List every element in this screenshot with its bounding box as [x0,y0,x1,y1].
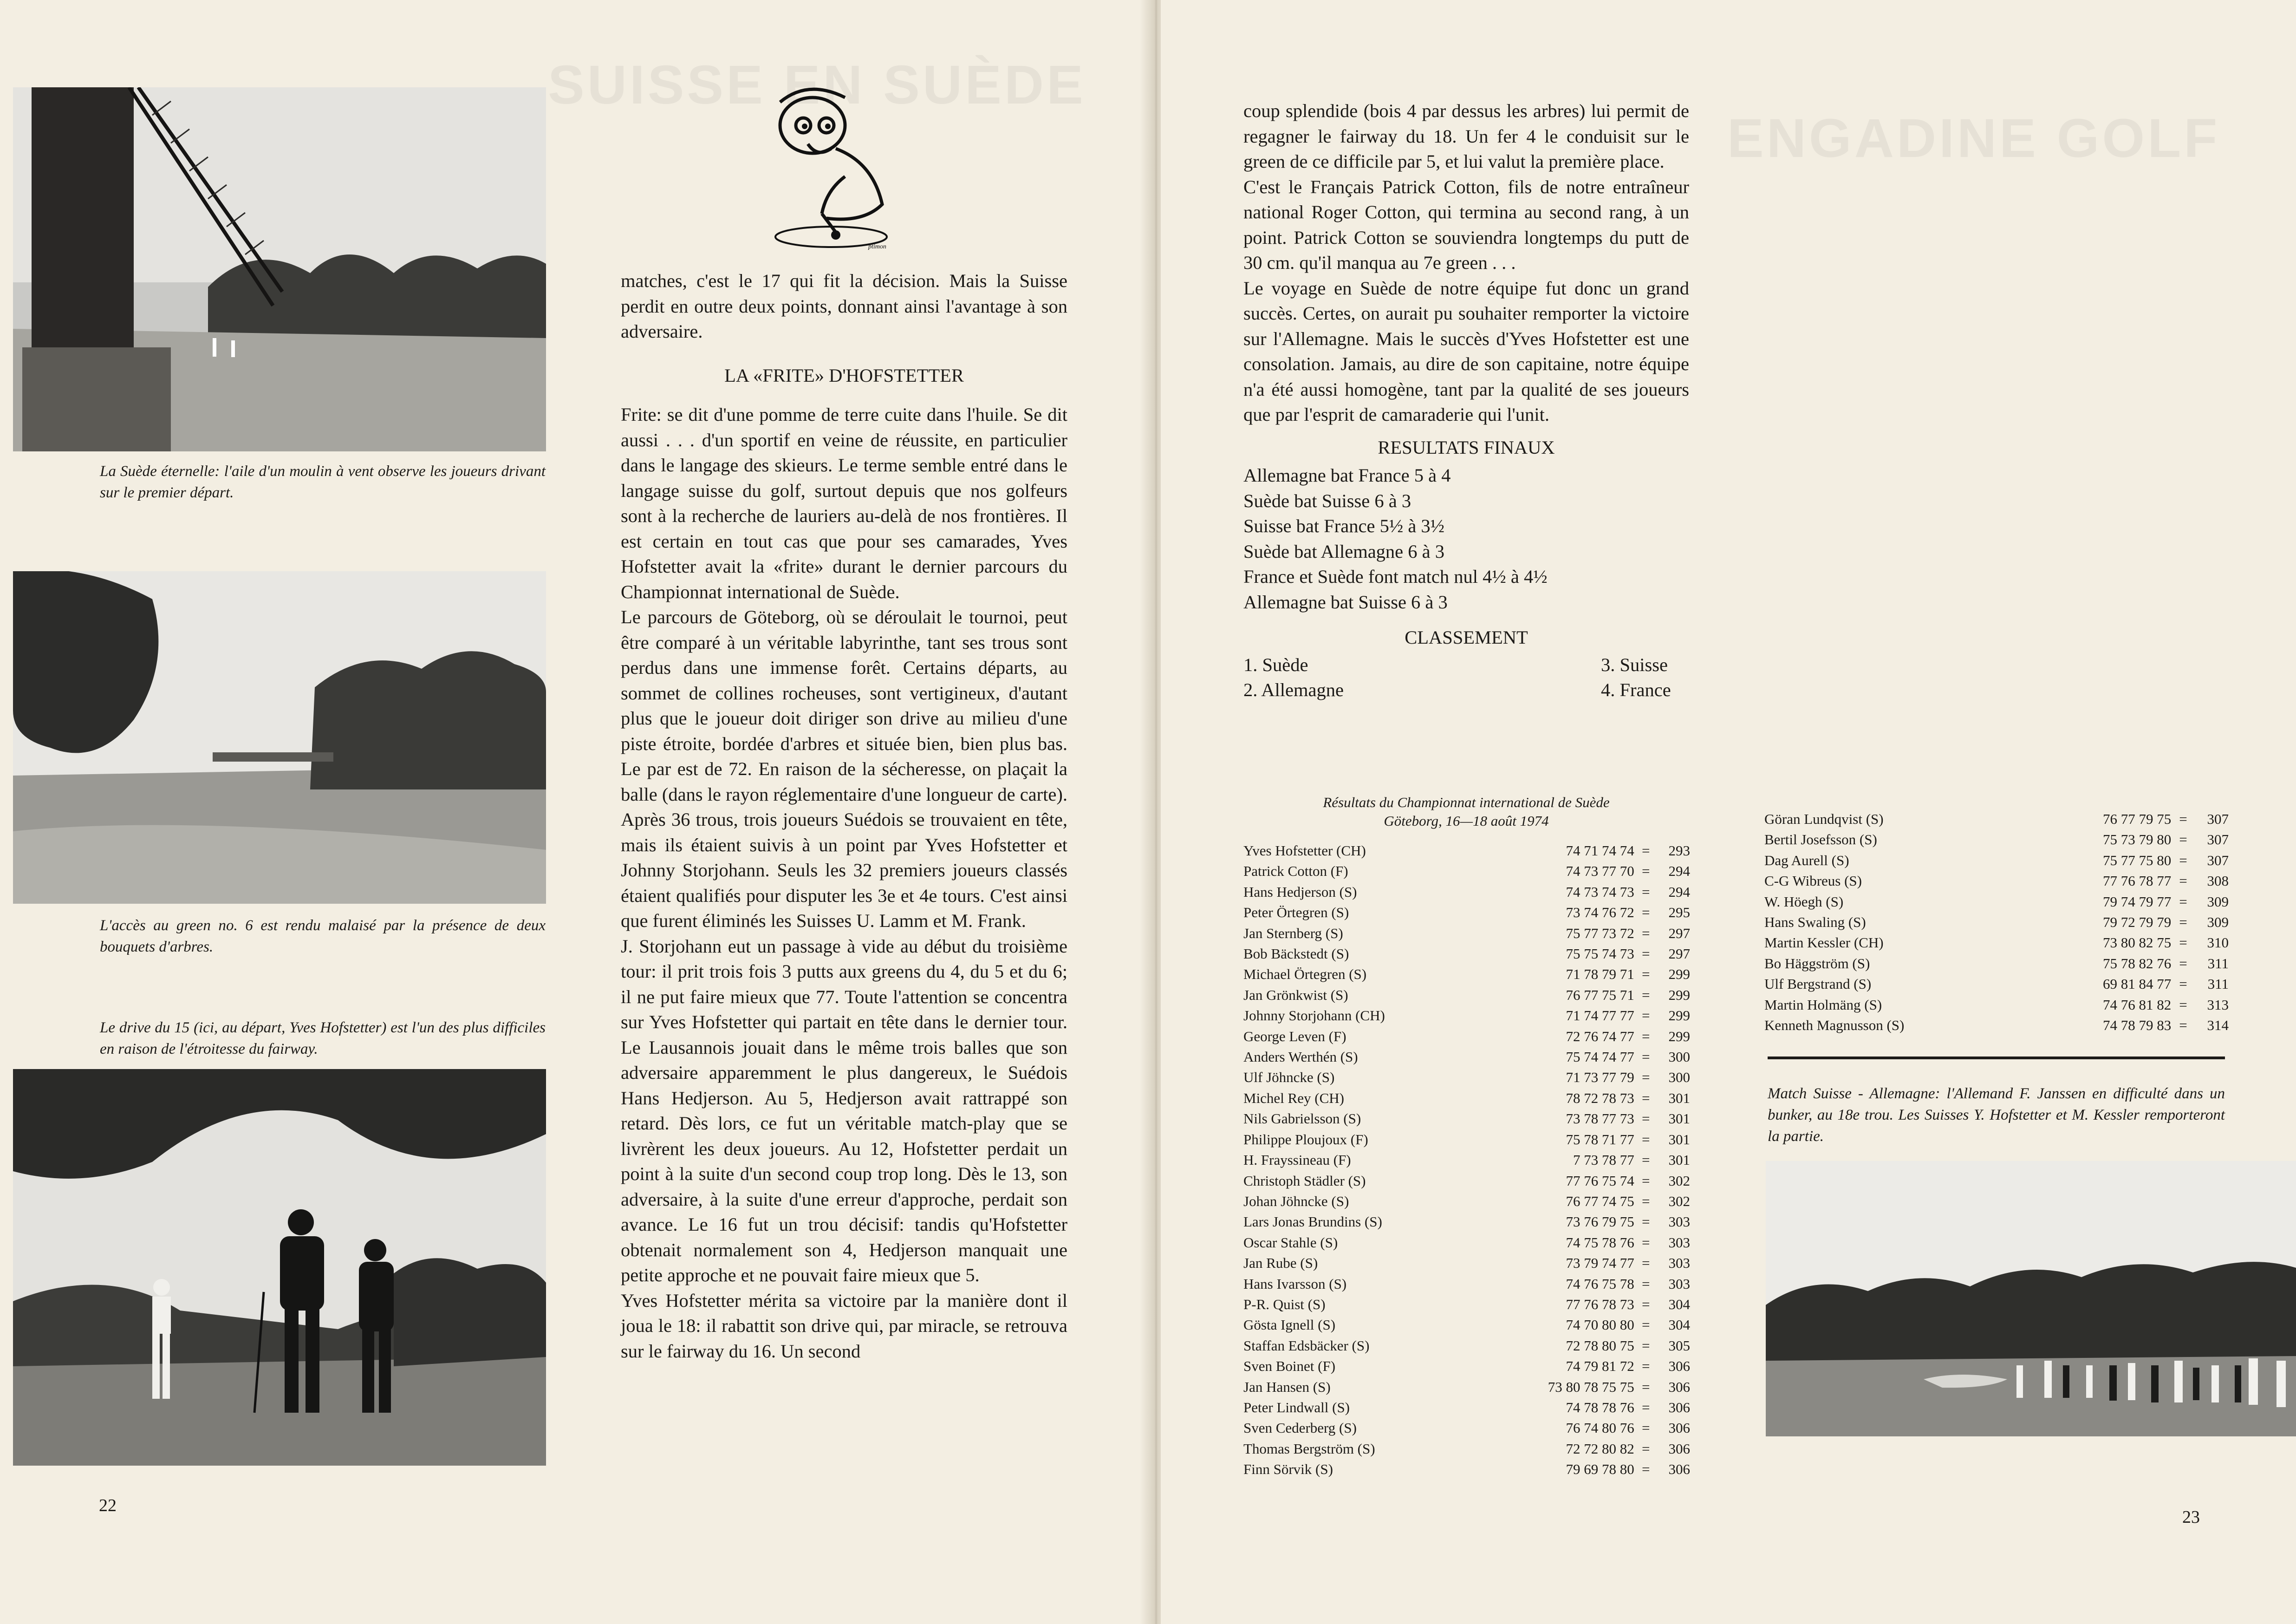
results-heading: RESULTATS FINAUX [1378,437,1555,458]
equals-sign: = [1642,1440,1650,1457]
equals-sign: = [1642,1089,1650,1106]
player-rounds: 74 75 78 76 [1566,1234,1634,1251]
section-heading-frite: LA «FRITE» D'HOFSTETTER [724,365,964,386]
player-rounds: 73 78 77 73 [1566,1110,1634,1127]
windmill-caption: La Suède éternelle: l'aile d'un moulin à vent observe les joueurs drivant sur le premier départ. [100,463,546,501]
score-row [1243,964,1690,985]
score-row [1243,882,1690,902]
page-number-right: 23 [2182,1507,2200,1527]
equals-sign: = [2179,831,2187,848]
player-rounds: 74 79 81 72 [1566,1358,1634,1375]
player-rounds: 74 78 79 83 [2103,1017,2172,1034]
para-matches: matches, c'est le 17 qui fit la décision. Mais la Suisse perdit en outre deux points, donnant ainsi l'avantage à son adversaire. [621,270,1067,342]
equals-sign: = [1642,1049,1650,1065]
player-name: Hans Swaling (S) [1764,914,1866,931]
player-rounds: 71 74 77 77 [1566,1007,1634,1024]
player-total: 304 [1668,1296,1690,1312]
score-row [1764,850,2229,871]
player-total: 293 [1668,842,1690,859]
score-row [1243,1067,1690,1088]
equals-sign: = [1642,863,1650,880]
player-total: 300 [1668,1049,1690,1065]
player-name: C-G Wibreus (S) [1764,873,1862,889]
player-name: H. Frayssineau (F) [1243,1152,1351,1168]
player-total: 301 [1668,1089,1690,1106]
player-rounds: 74 78 78 76 [1566,1399,1634,1415]
page-number-left: 22 [99,1496,117,1515]
equals-sign: = [1642,1337,1650,1354]
player-name: Ulf Jöhncke (S) [1243,1069,1335,1086]
classement-entry: 3. Suisse [1601,654,1668,675]
para-storjohann: J. Storjohann eut un passage à vide au début du troisième tour: il prit trois fois 3 putts aux greens du 4, du 5 et du 6; il ne put faire mieux que 77. Toute l'attention se concentra sur Yves Hofstetter qui partait en tête dans le dernier tour. Le Lausannois jouait dans le même trois balles que son adversaire apparemment le plus dangereux, le Suédois Hans Hedjerson. Au 5, Hedjerson avait rattrappé son retard. Dès lors, ce fut un véritable match-play que se livrèrent les deux joueurs. Au 12, Hofstetter perdait un point à la suite d'un second coup trop long. Dès le 13, son adversaire, à la suite d'une erreur d'approche, perdait son avance. Le 16 fut un trou décisif: tandis qu'Hofstetter obtenait normalement son 4, Hedjerson manquait une petite approche et ne pouvait faire mieux que 5. [621,935,1067,1285]
player-name: Jan Hansen (S) [1243,1378,1331,1395]
player-total: 303 [1668,1234,1690,1251]
player-rounds: 71 73 77 79 [1566,1069,1634,1086]
score-row [1243,1397,1690,1418]
classement-entry: 2. Allemagne [1243,679,1344,700]
player-total: 303 [1668,1275,1690,1292]
equals-sign: = [2179,893,2187,910]
player-rounds: 74 71 74 74 [1566,842,1634,859]
player-name: Martin Kessler (CH) [1764,934,1884,951]
player-total: 313 [2207,996,2229,1013]
equals-sign: = [1642,966,1650,983]
player-total: 304 [1668,1317,1690,1333]
equals-sign: = [2179,976,2187,992]
player-name: Nils Gabrielsson (S) [1243,1110,1361,1127]
player-total: 306 [1668,1420,1690,1436]
player-name: Oscar Stahle (S) [1243,1234,1338,1251]
classement-grid [1243,652,1689,703]
equals-sign: = [1642,1358,1650,1375]
equals-sign: = [1642,1131,1650,1148]
score-row [1764,809,2229,829]
player-name: Anders Werthén (S) [1243,1049,1358,1065]
score-row [1243,1377,1690,1397]
player-rounds: 73 80 78 75 75 [1548,1378,1634,1395]
score-row [1243,1253,1690,1273]
player-rounds: 74 70 80 80 [1566,1317,1634,1333]
player-total: 307 [2207,831,2229,848]
score-row [1243,1212,1690,1232]
player-rounds: 76 77 79 75 [2103,811,2172,827]
score-row [1243,1026,1690,1047]
score-row [1243,1109,1690,1129]
score-row [1243,944,1690,964]
player-total: 307 [2207,852,2229,868]
player-name: Martin Holmäng (S) [1764,996,1882,1013]
equals-sign: = [2179,914,2187,931]
player-name: Sven Cederberg (S) [1243,1420,1357,1436]
player-total: 299 [1668,1028,1690,1044]
player-rounds: 72 78 80 75 [1566,1337,1634,1354]
player-total: 306 [1668,1378,1690,1395]
score-row [1243,1418,1690,1438]
equals-sign: = [2179,811,2187,827]
player-name: Yves Hofstetter (CH) [1243,842,1366,859]
score-row [1243,1315,1690,1335]
player-rounds: 78 72 78 73 [1566,1089,1634,1106]
player-name: Jan Grönkwist (S) [1243,986,1348,1003]
player-name: Bertil Josefsson (S) [1764,831,1877,848]
player-total: 310 [2207,934,2229,951]
player-name: Hans Hedjerson (S) [1243,883,1357,900]
equals-sign: = [1642,1213,1650,1230]
player-rounds: 73 74 76 72 [1566,904,1634,921]
player-rounds: 79 69 78 80 [1566,1461,1634,1478]
player-rounds: 74 73 77 70 [1566,863,1634,880]
player-total: 301 [1668,1131,1690,1148]
player-rounds: 73 80 82 75 [2103,934,2172,951]
classement-heading: CLASSEMENT [1405,627,1528,648]
player-total: 306 [1668,1399,1690,1415]
player-total: 297 [1668,946,1690,962]
player-rounds: 76 74 80 76 [1566,1420,1634,1436]
player-total: 299 [1668,986,1690,1003]
equals-sign: = [2179,873,2187,889]
player-name: George Leven (F) [1243,1028,1346,1044]
player-name: Peter Lindwall (S) [1243,1399,1350,1415]
player-total: 306 [1668,1358,1690,1375]
result-line: Suisse bat France 5½ à 3½ [1243,515,1445,536]
equals-sign: = [1642,1069,1650,1086]
player-rounds: 73 76 79 75 [1566,1213,1634,1230]
player-rounds: 75 77 73 72 [1566,925,1634,941]
player-total: 306 [1668,1440,1690,1457]
score-row [1764,829,2229,850]
equals-sign: = [2179,955,2187,972]
player-rounds: 73 79 74 77 [1566,1255,1634,1272]
player-name: Sven Boinet (F) [1243,1358,1336,1375]
player-name: Bob Bäckstedt (S) [1243,946,1349,962]
green6-photo [13,571,546,904]
player-total: 299 [1668,1007,1690,1024]
cartoon-signature: ptimon [868,243,886,250]
table-subtitle: Göteborg, 16—18 août 1974 [1384,813,1549,829]
equals-sign: = [1642,946,1650,962]
result-line: Allemagne bat Suisse 6 à 3 [1243,591,1448,613]
result-line: Suède bat Suisse 6 à 3 [1243,490,1411,511]
player-rounds: 74 76 75 78 [1566,1275,1634,1292]
player-total: 311 [2207,955,2229,972]
score-row [1764,974,2229,994]
player-total: 294 [1668,883,1690,900]
equals-sign: = [1642,1275,1650,1292]
player-name: Johnny Storjohann (CH) [1243,1007,1385,1024]
right-faded-title: ENGADINE GOLF [1727,108,2220,169]
player-name: Christoph Städler (S) [1243,1172,1366,1189]
score-row [1764,892,2229,912]
player-total: 305 [1668,1337,1690,1354]
player-total: 294 [1668,863,1690,880]
scores-table-continued [1764,809,2229,1036]
player-total: 300 [1668,1069,1690,1086]
equals-sign: = [1642,883,1650,900]
score-row [1764,933,2229,953]
player-rounds: 77 76 78 77 [2103,873,2172,889]
player-rounds: 79 72 79 79 [2103,914,2172,931]
player-rounds: 75 78 82 76 [2103,955,2172,972]
equals-sign: = [2179,1017,2187,1034]
classement-entry: 4. France [1601,679,1671,700]
equals-sign: = [1642,1193,1650,1209]
player-rounds: 72 72 80 82 [1566,1440,1634,1457]
equals-sign: = [1642,925,1650,941]
table-title: Résultats du Championnat international de Suède [1323,794,1610,810]
player-rounds: 79 74 79 77 [2103,893,2172,910]
player-rounds: 75 74 74 77 [1566,1049,1634,1065]
right-page [1161,0,2296,1624]
player-total: 301 [1668,1152,1690,1168]
equals-sign: = [2179,934,2187,951]
player-name: Göran Lundqvist (S) [1764,811,1884,827]
player-total: 297 [1668,925,1690,941]
player-rounds: 77 76 75 74 [1566,1172,1634,1189]
player-rounds: 76 77 75 71 [1566,986,1634,1003]
equals-sign: = [1642,1172,1650,1189]
player-name: P-R. Quist (S) [1243,1296,1326,1312]
bunker-photo [1766,1161,2296,1436]
score-row [1243,1047,1690,1067]
equals-sign: = [2179,996,2187,1013]
para-victoire: Yves Hofstetter mérita sa victoire par la manière dont il joua le 18: il rabattit son drive qui, par miracle, se retrouva sur le fairway du 16. Un second [621,1290,1067,1362]
equals-sign: = [1642,1028,1650,1044]
result-line: France et Suède font match nul 4½ à 4½ [1243,566,1548,587]
score-row [1243,1150,1690,1170]
para-parcours: Le parcours de Göteborg, où se déroulait le tournoi, peut être comparé à un véritable labyrinthe, tant ses trous sont perdus dans une immense forêt. Certains départs, au sommet de collines rocheuses, sont vertigineux, d'autant plus que le joueur doit diriger son drive au milieu d'une piste étroite, bordée d'arbres et située bien, bien plus bas. Le par est de 72. En raison de la sécheresse, on plaçait la balle (dans le rayon réglementaire d'une longueur de carte). [621,607,1067,805]
para-continuation: coup splendide (bois 4 par dessus les arbres) lui permit de regagner le fairway du 18. Un fer 4 le conduisit sur le green de ce difficile par 5, et lui valut la première place. [1243,100,1689,172]
score-row [1243,1356,1690,1376]
player-rounds: 7 73 78 77 [1573,1152,1634,1168]
player-total: 309 [2207,914,2229,931]
equals-sign: = [1642,904,1650,921]
score-row [1243,1171,1690,1191]
left-text-column [621,268,1067,1364]
score-row [1243,1274,1690,1294]
drive15-photo [13,1069,546,1466]
score-row [1243,1439,1690,1459]
equals-sign: = [1642,1110,1650,1127]
left-faded-title: SUISSE EN SUÈDE [548,54,1086,116]
player-total: 302 [1668,1172,1690,1189]
score-row [1243,1459,1690,1480]
player-name: Peter Örtegren (S) [1243,904,1349,921]
drive15-caption: Le drive du 15 (ici, au départ, Yves Hofstetter) est l'un des plus difficiles en raison de l'étroitesse du fairway. [100,1019,546,1057]
player-name: Michael Örtegren (S) [1243,966,1367,983]
scores-table [1243,841,1690,1480]
player-name: Finn Sörvik (S) [1243,1461,1333,1478]
score-row [1243,1129,1690,1150]
player-rounds: 74 73 74 73 [1566,883,1634,900]
equals-sign: = [1642,1152,1650,1168]
player-total: 303 [1668,1255,1690,1272]
player-name: Ulf Bergstrand (S) [1764,976,1872,992]
equals-sign: = [1642,1255,1650,1272]
result-line: Allemagne bat France 5 à 4 [1243,465,1451,486]
player-rounds: 75 75 74 73 [1566,946,1634,962]
player-name: Bo Häggström (S) [1764,955,1870,972]
player-name: Thomas Bergström (S) [1243,1440,1375,1457]
player-rounds: 75 78 71 77 [1566,1131,1634,1148]
score-row [1243,1191,1690,1212]
equals-sign: = [1642,1378,1650,1395]
equals-sign: = [1642,1461,1650,1478]
player-total: 303 [1668,1213,1690,1230]
equals-sign: = [2179,852,2187,868]
player-total: 299 [1668,966,1690,983]
score-row [1243,985,1690,1005]
player-name: Kenneth Magnusson (S) [1764,1017,1905,1034]
equals-sign: = [1642,1007,1650,1024]
golfer-cartoon [752,70,919,255]
score-row [1243,861,1690,881]
score-row [1243,1088,1690,1109]
player-name: Jan Rube (S) [1243,1255,1318,1272]
score-row [1764,1015,2229,1036]
player-rounds: 69 81 84 77 [2103,976,2172,992]
player-total: 314 [2207,1017,2229,1034]
result-line: Suède bat Allemagne 6 à 3 [1243,541,1445,562]
player-name: W. Höegh (S) [1764,893,1844,910]
para-cotton: C'est le Français Patrick Cotton, fils de notre entraîneur national Roger Cotton, qui termina au second rang, à un point. Patrick Cotton se souviendra longtemps du putt de 30 cm. qu'il manqua au 7e green . . . [1243,176,1689,273]
score-row [1243,902,1690,923]
equals-sign: = [1642,842,1650,859]
player-total: 308 [2207,873,2229,889]
windmill-photo [13,87,546,451]
table-title-block [1243,793,1689,830]
player-name: Jan Sternberg (S) [1243,925,1343,941]
player-name: Johan Jöhncke (S) [1243,1193,1349,1209]
bunker-caption: Match Suisse - Allemagne: l'Allemand F. Janssen en difficulté dans un bunker, au 18e trou. Les Suisses Y. Hofstetter et M. Kessler remporteront la partie. [1768,1085,2225,1145]
player-rounds: 75 73 79 80 [2103,831,2172,848]
player-name: Patrick Cotton (F) [1243,863,1348,880]
player-total: 306 [1668,1461,1690,1478]
player-total: 302 [1668,1193,1690,1209]
player-name: Gösta Ignell (S) [1243,1317,1336,1333]
right-text-column [1243,98,1689,703]
player-name: Michel Rey (CH) [1243,1089,1344,1106]
score-row [1243,1005,1690,1026]
player-name: Staffan Edsbäcker (S) [1243,1337,1370,1354]
player-rounds: 75 77 75 80 [2103,852,2172,868]
player-rounds: 74 76 81 82 [2103,996,2172,1013]
player-rounds: 71 78 79 71 [1566,966,1634,983]
score-row [1764,871,2229,891]
score-row [1243,841,1690,861]
player-rounds: 76 77 74 75 [1566,1193,1634,1209]
player-total: 307 [2207,811,2229,827]
equals-sign: = [1642,1317,1650,1333]
player-name: Dag Aurell (S) [1764,852,1849,868]
equals-sign: = [1642,1296,1650,1312]
player-total: 301 [1668,1110,1690,1127]
score-row [1243,923,1690,944]
para-frite: Frite: se dit d'une pomme de terre cuite dans l'huile. Se dit aussi . . . d'un sportif en veine de réussite, en particulier dans le langage des skieurs. Le terme semble entré dans le langage suisse du golf, surtout depuis que nos golfeurs sont à la recherche de lauriers au-delà de nos frontières. Il est certain en tout cas que pour ses camarades, Yves Hofstetter avait la «frite» durant le dernier parcours du Championnat international de Suède. [621,404,1067,602]
player-total: 309 [2207,893,2229,910]
player-name: Philippe Ploujoux (F) [1243,1131,1368,1148]
para-voyage: Le voyage en Suède de notre équipe fut donc un grand succès. Certes, on aurait pu souhaiter remporter la victoire sur l'Allemagne. Mais le succès d'Yves Hofstetter est une consolation. Jamais, au dire de son capitaine, notre équipe n'a été aussi homogène, tant par la qualité de ses joueurs que par l'esprit de camaraderie qui l'unit. [1243,277,1689,425]
player-name: Hans Ivarsson (S) [1243,1275,1347,1292]
equals-sign: = [1642,1234,1650,1251]
player-rounds: 72 76 74 77 [1566,1028,1634,1044]
equals-sign: = [1642,986,1650,1003]
equals-sign: = [1642,1420,1650,1436]
player-total: 295 [1668,904,1690,921]
score-row [1764,995,2229,1015]
score-row [1243,1294,1690,1315]
player-name: Lars Jonas Brundins (S) [1243,1213,1382,1230]
classement-entry: 1. Suède [1243,654,1308,675]
score-row [1764,953,2229,974]
score-row [1243,1233,1690,1253]
player-rounds: 77 76 78 73 [1566,1296,1634,1312]
score-row [1764,912,2229,933]
equals-sign: = [1642,1399,1650,1415]
para-36-trous: Après 36 trous, trois joueurs Suédois se trouvaient en tête, mais ils étaient suivis à un point par Yves Hofstetter et Johnny Storjohann. Seuls les 32 premiers joueurs classés étaient qualifiés pour disputer les 3e et 4e tours. C'est ainsi que furent éliminés les Suisses U. Lamm et M. Frank. [621,809,1067,931]
section-divider [1768,1057,2225,1059]
player-total: 311 [2207,976,2229,992]
score-row [1243,1336,1690,1356]
green6-caption: L'accès au green no. 6 est rendu malaisé par la présence de deux bouquets d'arbres. [100,917,546,955]
